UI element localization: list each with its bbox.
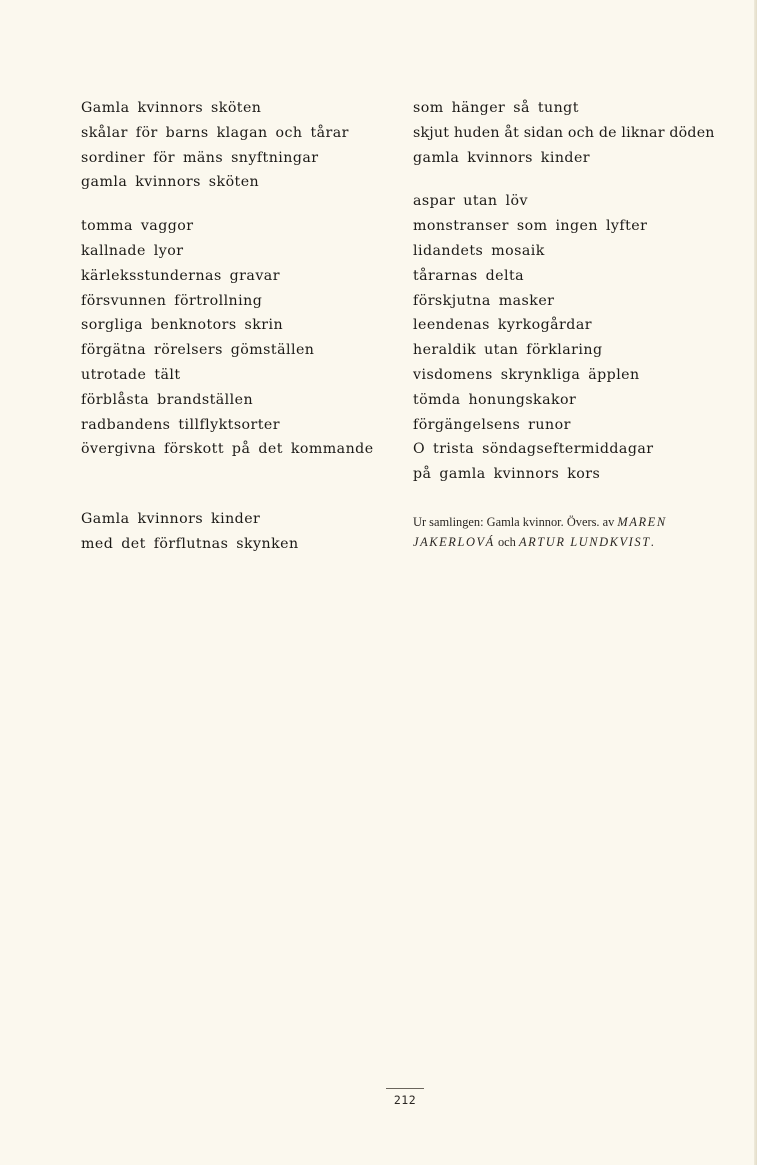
credit-conjunction: och (494, 535, 519, 549)
poem-line: radbandens tillflyktsorter (81, 416, 281, 433)
poem-line: skålar för barns klagan och tårar (81, 124, 349, 141)
poem-line: heraldik utan förklaring (413, 342, 603, 359)
poem-line: sordiner för mäns snyftningar (81, 149, 319, 166)
poem-line: skjut huden åt sidan och de liknar döden (413, 124, 715, 141)
stanza-1 (413, 96, 743, 170)
credit-suffix: . (650, 535, 654, 549)
poem-line: sorgliga benknotors skrin (81, 317, 284, 334)
poem-line: förblåsta brandställen (81, 391, 254, 408)
poem-line: monstranser som ingen lyfter (413, 218, 648, 235)
translator-name: MAREN JAKERLOVÁ (413, 515, 667, 549)
stanza-1 (81, 96, 401, 195)
poem-line: förgängelsens runor (413, 416, 571, 433)
poem-line: som hänger så tungt (413, 100, 579, 116)
poem-line: visdomens skrynkliga äpplen (413, 366, 640, 383)
poem-line: gamla kvinnors sköten (81, 174, 260, 191)
poem-line: övergivna förskott på det kommande (81, 441, 374, 458)
poem-line: förskjutna masker (413, 292, 555, 309)
poem-right-column (413, 96, 743, 487)
stanza-3 (81, 507, 401, 557)
page-number: 212 (393, 1093, 417, 1107)
stanza-break (413, 170, 743, 189)
poem-line: gamla kvinnors kinder (413, 149, 591, 166)
translator-name: ARTUR LUNDKVIST (518, 535, 651, 549)
poem-line: lidandets mosaik (413, 242, 545, 259)
poem-line: utrotade tält (81, 366, 181, 383)
poem-line: tomma vaggor (81, 218, 194, 235)
translation-credit (413, 512, 733, 552)
credit-prefix: Ur samlingen: Gamla kvinnor. Övers. av (413, 515, 618, 529)
stanza-2 (81, 214, 401, 462)
poem-line: försvunnen förtrollning (81, 292, 263, 309)
page-number-rule (386, 1088, 424, 1089)
stanza-break (81, 462, 401, 507)
poem-left-column (81, 96, 401, 557)
poem-line: leendenas kyrkogårdar (413, 317, 592, 334)
poem-line: kärleksstundernas gravar (81, 267, 280, 284)
poem-line: Gamla kvinnors kinder (81, 511, 261, 528)
poem-line: förgätna rörelsers gömställen (81, 342, 315, 359)
poem-line: Gamla kvinnors sköten (81, 100, 262, 116)
poem-line: tårarnas delta (413, 267, 525, 284)
stanza-break (81, 195, 401, 214)
poem-line: med det förflutnas skynken (81, 535, 299, 552)
poem-line: på gamla kvinnors kors (413, 466, 601, 483)
stanza-2 (413, 189, 743, 487)
poem-line: aspar utan löv (413, 193, 528, 210)
poem-line: O trista söndagseftermiddagar (413, 441, 654, 458)
poem-line: kallnade lyor (81, 242, 184, 259)
poem-line: tömda honungskakor (413, 391, 577, 408)
